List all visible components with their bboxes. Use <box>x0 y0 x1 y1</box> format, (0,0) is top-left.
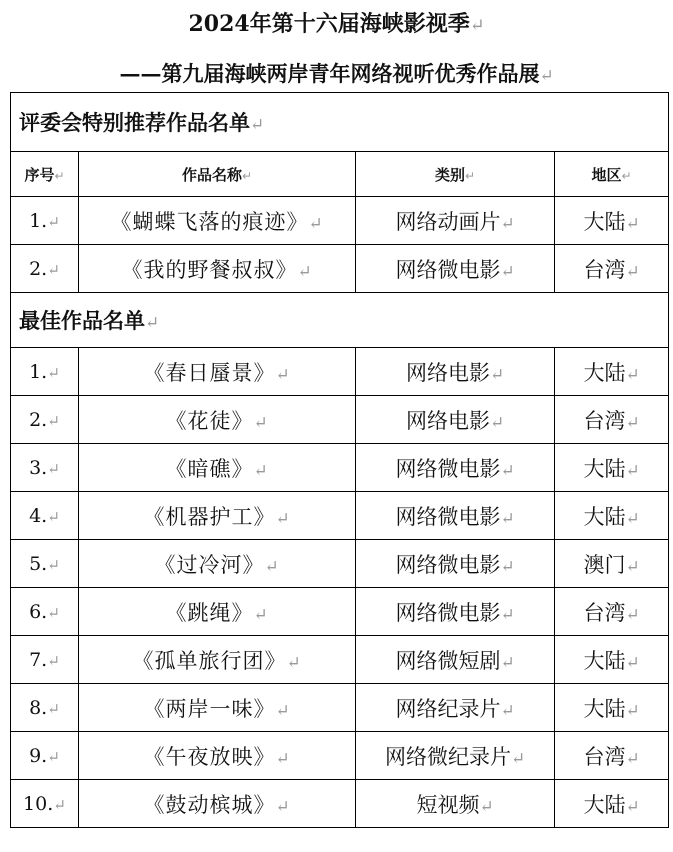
paragraph-mark: ↵ <box>275 795 291 816</box>
work-name-text: 《午夜放映》 <box>143 744 276 769</box>
paragraph-mark: ↵ <box>625 651 640 672</box>
paragraph-mark: ↵ <box>625 363 640 384</box>
paragraph-mark: ↵ <box>54 168 65 183</box>
paragraph-mark: ↵ <box>286 651 302 672</box>
paragraph-mark: ↵ <box>53 795 66 814</box>
section2-title-cell <box>11 293 669 348</box>
seq-text: 6. <box>29 600 48 623</box>
work-name-text: 《孤单旅行团》 <box>132 648 287 673</box>
category-text: 网络微短剧 <box>395 648 501 673</box>
work-name-cell <box>79 492 356 540</box>
seq-cell <box>11 492 79 540</box>
work-name-cell <box>79 684 356 732</box>
paragraph-mark: ↵ <box>510 747 526 768</box>
category-cell <box>356 636 555 684</box>
paragraph-mark: ↵ <box>297 260 313 281</box>
region-text: 大陆 <box>583 648 626 673</box>
work-name-cell <box>79 780 356 828</box>
region-cell <box>555 780 669 828</box>
seq-cell <box>11 684 79 732</box>
region-cell <box>555 396 669 444</box>
paragraph-mark: ↵ <box>275 363 291 384</box>
document-title <box>0 8 673 42</box>
title-line-1: 2024年第十六届海峡影视季 <box>188 11 470 37</box>
paragraph-mark: ↵ <box>625 507 640 528</box>
work-name-cell <box>79 636 356 684</box>
work-name-cell <box>79 588 356 636</box>
seq-cell <box>11 636 79 684</box>
paragraph-mark: ↵ <box>241 168 253 183</box>
seq-text: 2. <box>29 408 48 431</box>
paragraph-mark: ↵ <box>625 260 640 281</box>
paragraph-mark: ↵ <box>500 507 515 528</box>
paragraph-mark: ↵ <box>500 603 515 624</box>
paragraph-mark: ↵ <box>253 459 269 480</box>
paragraph-mark: ↵ <box>500 699 515 720</box>
category-text: 网络微电影 <box>395 257 501 282</box>
region-text: 台湾 <box>583 744 626 769</box>
seq-text: 10. <box>23 792 54 815</box>
category-cell <box>356 197 555 245</box>
seq-text: 4. <box>29 504 48 527</box>
paragraph-mark: ↵ <box>625 603 640 624</box>
work-name-cell <box>79 540 356 588</box>
column-header-seq-cell <box>11 152 79 197</box>
paragraph-mark: ↵ <box>275 699 291 720</box>
category-text: 网络电影 <box>405 360 490 385</box>
seq-cell <box>11 588 79 636</box>
seq-cell <box>11 197 79 245</box>
seq-text: 8. <box>29 696 48 719</box>
region-cell <box>555 636 669 684</box>
paragraph-mark: ↵ <box>479 795 494 816</box>
paragraph-mark: ↵ <box>539 65 554 85</box>
category-cell <box>356 444 555 492</box>
region-cell <box>555 444 669 492</box>
region-cell <box>555 245 669 293</box>
table-row <box>11 684 669 732</box>
seq-cell <box>11 444 79 492</box>
seq-text: 3. <box>29 456 48 479</box>
paragraph-mark: ↵ <box>250 114 265 134</box>
seq-cell <box>11 732 79 780</box>
category-text: 网络动画片 <box>395 209 501 234</box>
paragraph-mark: ↵ <box>500 555 515 576</box>
column-header-seq-text: 序号 <box>24 165 55 184</box>
region-cell <box>555 492 669 540</box>
paragraph-mark: ↵ <box>464 168 476 183</box>
work-name-text: 《花徒》 <box>165 408 254 433</box>
table-row <box>11 492 669 540</box>
seq-text: 7. <box>29 648 48 671</box>
work-name-text: 《蝴蝶飞落的痕迹》 <box>110 209 309 234</box>
seq-text: 5. <box>29 552 48 575</box>
award-table <box>10 92 669 828</box>
work-name-text: 《春日蜃景》 <box>143 360 276 385</box>
paragraph-mark: ↵ <box>275 507 291 528</box>
work-name-text: 《暗礁》 <box>165 456 254 481</box>
work-name-text: 《两岸一味》 <box>143 696 276 721</box>
paragraph-mark: ↵ <box>47 747 60 766</box>
category-cell <box>356 732 555 780</box>
title-line-2: ——第九届海峡两岸青年网络视听优秀作品展 <box>119 61 540 86</box>
work-name-text: 《过冷河》 <box>154 552 265 577</box>
paragraph-mark: ↵ <box>47 699 60 718</box>
paragraph-mark: ↵ <box>625 411 640 432</box>
table-row <box>11 780 669 828</box>
paragraph-mark: ↵ <box>145 312 160 332</box>
paragraph-mark: ↵ <box>500 459 515 480</box>
category-cell <box>356 396 555 444</box>
paragraph-mark: ↵ <box>625 212 640 233</box>
table-row <box>11 636 669 684</box>
work-name-cell <box>79 197 356 245</box>
region-text: 台湾 <box>583 600 626 625</box>
table-row <box>11 396 669 444</box>
work-name-text: 《鼓动槟城》 <box>143 792 276 817</box>
seq-cell <box>11 540 79 588</box>
work-name-cell <box>79 348 356 396</box>
paragraph-mark: ↵ <box>47 260 60 279</box>
paragraph-mark: ↵ <box>625 555 640 576</box>
seq-cell <box>11 245 79 293</box>
category-cell <box>356 540 555 588</box>
region-text: 大陆 <box>583 360 626 385</box>
paragraph-mark: ↵ <box>47 555 60 574</box>
region-cell <box>555 540 669 588</box>
paragraph-mark: ↵ <box>625 459 640 480</box>
category-cell <box>356 492 555 540</box>
table-row <box>11 348 669 396</box>
category-text: 网络微电影 <box>395 552 501 577</box>
seq-cell <box>11 396 79 444</box>
section1-title-row <box>11 93 669 152</box>
column-header-region-cell <box>555 152 669 197</box>
work-name-text: 《我的野餐叔叔》 <box>121 257 298 282</box>
paragraph-mark: ↵ <box>264 555 280 576</box>
category-cell <box>356 684 555 732</box>
section-title: 评委会特别推荐作品名单 <box>19 110 250 135</box>
table-row <box>11 197 669 245</box>
paragraph-mark: ↵ <box>47 603 60 622</box>
column-header-category-text: 类别 <box>434 165 465 184</box>
column-header-name-cell <box>79 152 356 197</box>
table-row <box>11 444 669 492</box>
category-text: 网络纪录片 <box>395 696 501 721</box>
document-subtitle <box>0 58 673 91</box>
paragraph-mark: ↵ <box>500 651 515 672</box>
paragraph-mark: ↵ <box>47 411 60 430</box>
work-name-cell <box>79 396 356 444</box>
seq-text: 2. <box>29 257 48 280</box>
category-text: 网络微纪录片 <box>384 744 511 769</box>
region-text: 澳门 <box>583 552 626 577</box>
paragraph-mark: ↵ <box>625 795 640 816</box>
region-cell <box>555 197 669 245</box>
paragraph-mark: ↵ <box>621 168 632 183</box>
region-text: 台湾 <box>583 408 626 433</box>
region-cell <box>555 732 669 780</box>
category-text: 网络微电影 <box>395 600 501 625</box>
paragraph-mark: ↵ <box>500 212 515 233</box>
work-name-text: 《跳绳》 <box>165 600 254 625</box>
category-cell <box>356 245 555 293</box>
paragraph-mark: ↵ <box>253 603 269 624</box>
paragraph-mark: ↵ <box>253 411 269 432</box>
paragraph-mark: ↵ <box>625 747 640 768</box>
region-text: 大陆 <box>583 456 626 481</box>
work-name-cell <box>79 732 356 780</box>
category-cell <box>356 588 555 636</box>
category-text: 短视频 <box>416 792 480 817</box>
work-name-text: 《机器护工》 <box>143 504 276 529</box>
column-header-category-cell <box>356 152 555 197</box>
paragraph-mark: ↵ <box>489 411 505 432</box>
paragraph-mark: ↵ <box>47 507 60 526</box>
region-text: 大陆 <box>583 696 626 721</box>
work-name-cell <box>79 245 356 293</box>
paragraph-mark: ↵ <box>47 459 60 478</box>
category-text: 网络微电影 <box>395 504 501 529</box>
column-header-name-text: 作品名称 <box>181 165 242 184</box>
seq-text: 9. <box>29 744 48 767</box>
award-table-body <box>11 93 669 828</box>
column-header-region-text: 地区 <box>591 165 622 184</box>
paragraph-mark: ↵ <box>469 16 485 36</box>
region-text: 大陆 <box>583 209 626 234</box>
section2-title-row <box>11 293 669 348</box>
column-header-row <box>11 152 669 197</box>
work-name-cell <box>79 444 356 492</box>
table-row <box>11 540 669 588</box>
paragraph-mark: ↵ <box>489 363 505 384</box>
seq-text: 1. <box>29 209 48 232</box>
region-cell <box>555 684 669 732</box>
seq-text: 1. <box>29 360 48 383</box>
section-title: 最佳作品名单 <box>19 308 145 333</box>
table-row <box>11 732 669 780</box>
region-cell <box>555 588 669 636</box>
section1-title-cell <box>11 93 669 152</box>
category-text: 网络电影 <box>405 408 490 433</box>
paragraph-mark: ↵ <box>625 699 640 720</box>
paragraph-mark: ↵ <box>275 747 291 768</box>
region-text: 大陆 <box>583 792 626 817</box>
seq-cell <box>11 780 79 828</box>
category-cell <box>356 780 555 828</box>
category-cell <box>356 348 555 396</box>
table-row <box>11 588 669 636</box>
category-text: 网络微电影 <box>395 456 501 481</box>
paragraph-mark: ↵ <box>500 260 515 281</box>
table-row <box>11 245 669 293</box>
paragraph-mark: ↵ <box>47 651 60 670</box>
region-cell <box>555 348 669 396</box>
seq-cell <box>11 348 79 396</box>
paragraph-mark: ↵ <box>47 363 60 382</box>
paragraph-mark: ↵ <box>308 212 324 233</box>
region-text: 台湾 <box>583 257 626 282</box>
region-text: 大陆 <box>583 504 626 529</box>
paragraph-mark: ↵ <box>47 212 60 231</box>
